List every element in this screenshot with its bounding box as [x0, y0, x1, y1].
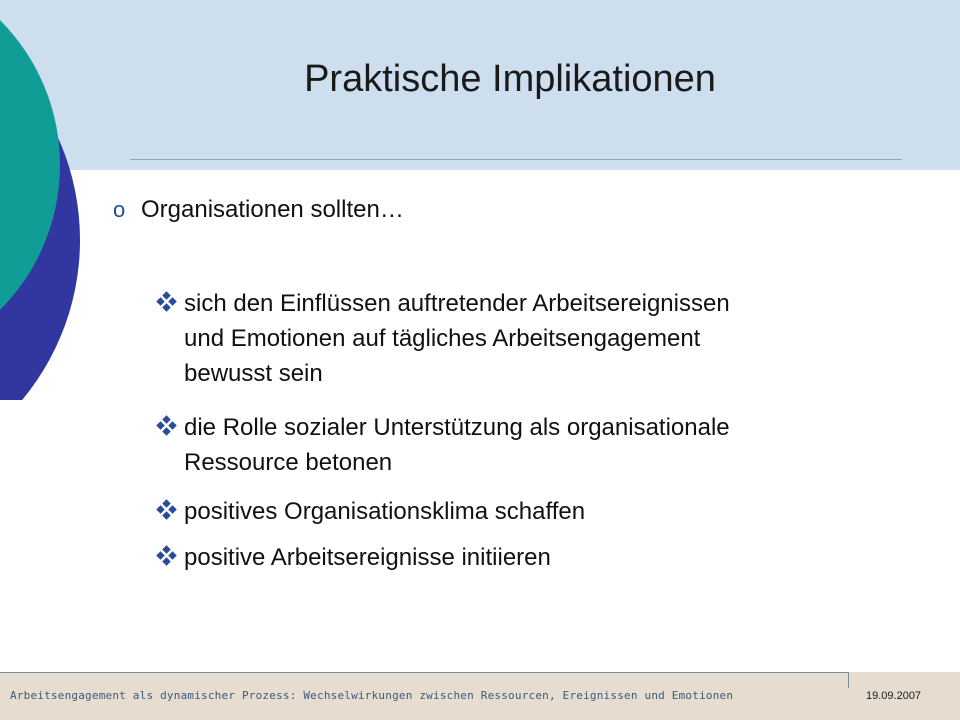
bullet-line: bewusst sein	[184, 360, 323, 387]
footer-divider	[0, 672, 848, 673]
bullet-item	[184, 286, 924, 391]
bullet-line: die Rolle sozialer Unterstützung als organisationale	[184, 414, 730, 441]
diamond-bullet-icon	[156, 291, 178, 313]
slide-title: Praktische Implikationen	[304, 58, 716, 100]
level1-item	[113, 196, 404, 224]
bullet-line: und Emotionen auf tägliches Arbeitsengagement	[184, 325, 701, 352]
bullet-item	[184, 540, 924, 575]
level1-text: Organisationen sollten…	[141, 196, 404, 223]
diamond-bullet-icon	[156, 545, 178, 567]
bullet-item	[184, 410, 924, 480]
title-divider	[130, 159, 902, 160]
bullet-item	[184, 494, 924, 529]
footer-date: 19.09.2007	[866, 690, 922, 702]
bullet-line: Ressource betonen	[184, 449, 393, 476]
footer-title: Arbeitsengagement als dynamischer Prozess: Wechselwirkungen zwischen Ressourcen, Ereignissen und Emotionen	[10, 689, 734, 702]
bullet-line: positive Arbeitsereignisse initiieren	[184, 544, 551, 571]
diamond-bullet-icon	[156, 415, 178, 437]
o-bullet-icon: o	[113, 197, 126, 222]
diamond-bullet-icon	[156, 499, 178, 521]
bullet-line: sich den Einflüssen auftretender Arbeitsereignissen	[184, 290, 730, 317]
footer-divider-tick	[848, 672, 849, 688]
decorative-circles	[0, 0, 120, 400]
bullet-line: positives Organisationsklima schaffen	[184, 498, 586, 525]
